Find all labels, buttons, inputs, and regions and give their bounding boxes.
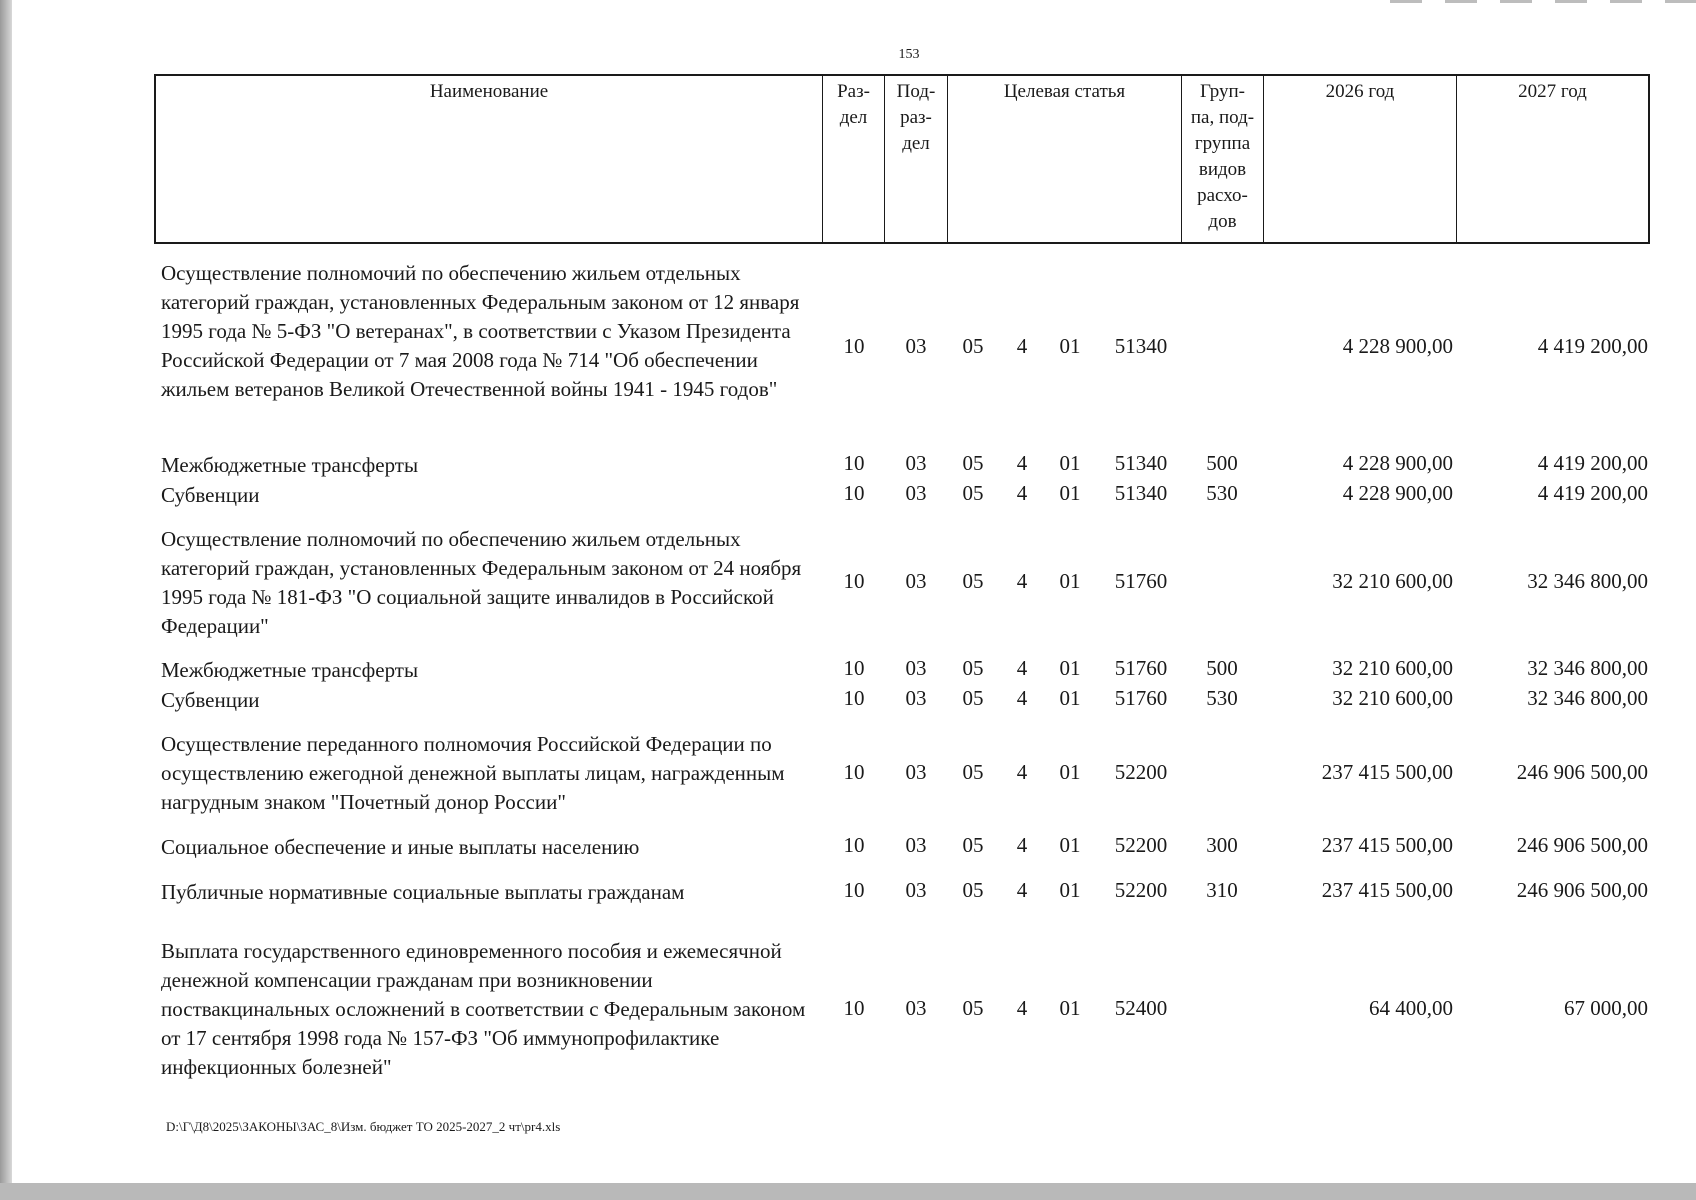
header-podrazdel: Под- раз- дел xyxy=(885,76,948,242)
cell-target-program: 05 xyxy=(962,334,984,358)
cell-target-program: 05 xyxy=(962,878,984,902)
cell-amount-2026: 237 415 500,00 xyxy=(1321,760,1453,784)
cell-amount-2027: 32 346 800,00 xyxy=(1527,686,1648,710)
cell-razdel: 10 xyxy=(843,481,865,505)
header-razdel: Раз- дел xyxy=(823,76,885,242)
cell-target-program: 05 xyxy=(962,760,984,784)
cell-amount-2027: 4 419 200,00 xyxy=(1537,334,1648,358)
cell-target-subprogram: 4 xyxy=(1016,656,1028,680)
cell-razdel: 10 xyxy=(843,451,865,475)
cell-razdel: 10 xyxy=(843,569,865,593)
cell-target-main-event: 01 xyxy=(1059,451,1081,475)
header-name: Наименование xyxy=(156,76,823,242)
cell-target-subprogram: 4 xyxy=(1016,334,1028,358)
table-header xyxy=(154,74,1650,244)
header-year-2026: 2026 год xyxy=(1264,76,1457,242)
cell-target-main-event: 01 xyxy=(1059,334,1081,358)
cell-name: Межбюджетные трансферты xyxy=(161,453,419,477)
cell-amount-2026: 4 228 900,00 xyxy=(1342,334,1453,358)
cell-target-program: 05 xyxy=(962,686,984,710)
cell-name: Межбюджетные трансферты xyxy=(161,658,419,682)
cell-amount-2027: 32 346 800,00 xyxy=(1527,656,1648,680)
cell-amount-2026: 237 415 500,00 xyxy=(1321,833,1453,857)
cell-amount-2026: 237 415 500,00 xyxy=(1321,878,1453,902)
cell-podrazdel: 03 xyxy=(905,833,927,857)
cell-target-direction: 51760 xyxy=(1114,656,1168,680)
cell-expense-group: 500 xyxy=(1206,451,1238,475)
cell-target-main-event: 01 xyxy=(1059,569,1081,593)
cell-podrazdel: 03 xyxy=(905,686,927,710)
cell-amount-2027: 67 000,00 xyxy=(1564,996,1648,1020)
scan-top-marks xyxy=(1390,0,1696,3)
cell-razdel: 10 xyxy=(843,878,865,902)
cell-name: Субвенции xyxy=(161,688,260,712)
cell-podrazdel: 03 xyxy=(905,760,927,784)
cell-target-main-event: 01 xyxy=(1059,686,1081,710)
cell-expense-group: 530 xyxy=(1206,481,1238,505)
cell-podrazdel: 03 xyxy=(905,569,927,593)
cell-target-main-event: 01 xyxy=(1059,833,1081,857)
cell-podrazdel: 03 xyxy=(905,481,927,505)
cell-target-subprogram: 4 xyxy=(1016,760,1028,784)
cell-amount-2027: 246 906 500,00 xyxy=(1516,878,1648,902)
cell-razdel: 10 xyxy=(843,833,865,857)
cell-amount-2026: 32 210 600,00 xyxy=(1332,569,1453,593)
cell-target-main-event: 01 xyxy=(1059,656,1081,680)
cell-podrazdel: 03 xyxy=(905,451,927,475)
cell-target-direction: 52200 xyxy=(1114,760,1168,784)
cell-name: Субвенции xyxy=(161,483,260,507)
scan-bottom-strip xyxy=(0,1183,1696,1200)
cell-amount-2027: 246 906 500,00 xyxy=(1516,833,1648,857)
cell-target-direction: 51760 xyxy=(1114,686,1168,710)
cell-razdel: 10 xyxy=(843,334,865,358)
cell-target-program: 05 xyxy=(962,996,984,1020)
cell-amount-2026: 32 210 600,00 xyxy=(1332,656,1453,680)
cell-target-program: 05 xyxy=(962,481,984,505)
cell-expense-group: 310 xyxy=(1206,878,1238,902)
cell-target-direction: 51340 xyxy=(1114,481,1168,505)
cell-target-program: 05 xyxy=(962,451,984,475)
cell-razdel: 10 xyxy=(843,760,865,784)
cell-name: Осуществление полномочий по обеспечению жильем отдельных категорий граждан, установленных Федеральным законом от 24 ноября 1995 года № 181-ФЗ "О социальной защите инвалидов в Российской Федерации" xyxy=(161,527,802,638)
cell-target-main-event: 01 xyxy=(1059,760,1081,784)
cell-podrazdel: 03 xyxy=(905,996,927,1020)
cell-name: Осуществление переданного полномочия Российской Федерации по осуществлению ежегодной денежной выплаты лицам, награжденным нагрудным знаком "Почетный донор России" xyxy=(161,732,785,814)
cell-target-direction: 52200 xyxy=(1114,833,1168,857)
cell-target-program: 05 xyxy=(962,569,984,593)
header-expense-group: Груп- па, под- группа видов расхо- дов xyxy=(1182,76,1264,242)
cell-target-program: 05 xyxy=(962,833,984,857)
cell-target-program: 05 xyxy=(962,656,984,680)
paper-edge xyxy=(0,0,12,1183)
cell-target-subprogram: 4 xyxy=(1016,481,1028,505)
cell-amount-2027: 4 419 200,00 xyxy=(1537,451,1648,475)
cell-target-direction: 51340 xyxy=(1114,334,1168,358)
header-target-article: Целевая статья xyxy=(948,76,1182,242)
cell-amount-2026: 32 210 600,00 xyxy=(1332,686,1453,710)
cell-target-subprogram: 4 xyxy=(1016,686,1028,710)
cell-amount-2027: 32 346 800,00 xyxy=(1527,569,1648,593)
cell-name: Социальное обеспечение и иные выплаты населению xyxy=(161,835,640,859)
cell-name: Публичные нормативные социальные выплаты гражданам xyxy=(161,880,685,904)
cell-podrazdel: 03 xyxy=(905,878,927,902)
cell-target-direction: 52400 xyxy=(1114,996,1168,1020)
cell-name: Осуществление полномочий по обеспечению жильем отдельных категорий граждан, установленных Федеральным законом от 12 января 1995 года № 5-ФЗ "О ветеранах", в соответствии с Указом Президента Российской Федерации от 7 мая 2008 года № 714 "Об обеспечении жильем ветеранов Великой Отечественной войны 1941 - 1945 годов" xyxy=(161,261,800,401)
cell-target-subprogram: 4 xyxy=(1016,833,1028,857)
cell-target-main-event: 01 xyxy=(1059,996,1081,1020)
cell-expense-group: 500 xyxy=(1206,656,1238,680)
cell-target-main-event: 01 xyxy=(1059,878,1081,902)
cell-amount-2026: 4 228 900,00 xyxy=(1342,481,1453,505)
header-year-2027: 2027 год xyxy=(1518,81,1587,102)
cell-target-subprogram: 4 xyxy=(1016,996,1028,1020)
cell-target-subprogram: 4 xyxy=(1016,569,1028,593)
cell-target-subprogram: 4 xyxy=(1016,878,1028,902)
cell-podrazdel: 03 xyxy=(905,334,927,358)
cell-amount-2027: 4 419 200,00 xyxy=(1537,481,1648,505)
cell-target-subprogram: 4 xyxy=(1016,451,1028,475)
cell-name: Выплата государственного единовременного пособия и ежемесячной денежной компенсации гражданам при возникновении поствакцинальных осложнений в соответствии с Федеральным законом от 17 сентября 1998 года № 157-ФЗ "Об иммунопрофилактике инфекционных болезней" xyxy=(161,939,806,1079)
cell-razdel: 10 xyxy=(843,996,865,1020)
file-path-footer: D:\Г\Д8\2025\ЗАКОНЫ\ЗАС_8\Изм. бюджет ТО 2025-2027_2 чт\pr4.xls xyxy=(166,1119,561,1134)
cell-target-main-event: 01 xyxy=(1059,481,1081,505)
cell-amount-2027: 246 906 500,00 xyxy=(1516,760,1648,784)
cell-podrazdel: 03 xyxy=(905,656,927,680)
cell-target-direction: 51760 xyxy=(1114,569,1168,593)
cell-amount-2026: 64 400,00 xyxy=(1369,996,1453,1020)
cell-amount-2026: 4 228 900,00 xyxy=(1342,451,1453,475)
cell-target-direction: 52200 xyxy=(1114,878,1168,902)
page-number: 153 xyxy=(898,47,920,62)
cell-razdel: 10 xyxy=(843,686,865,710)
cell-target-direction: 51340 xyxy=(1114,451,1168,475)
cell-razdel: 10 xyxy=(843,656,865,680)
cell-expense-group: 300 xyxy=(1206,833,1238,857)
cell-expense-group: 530 xyxy=(1206,686,1238,710)
